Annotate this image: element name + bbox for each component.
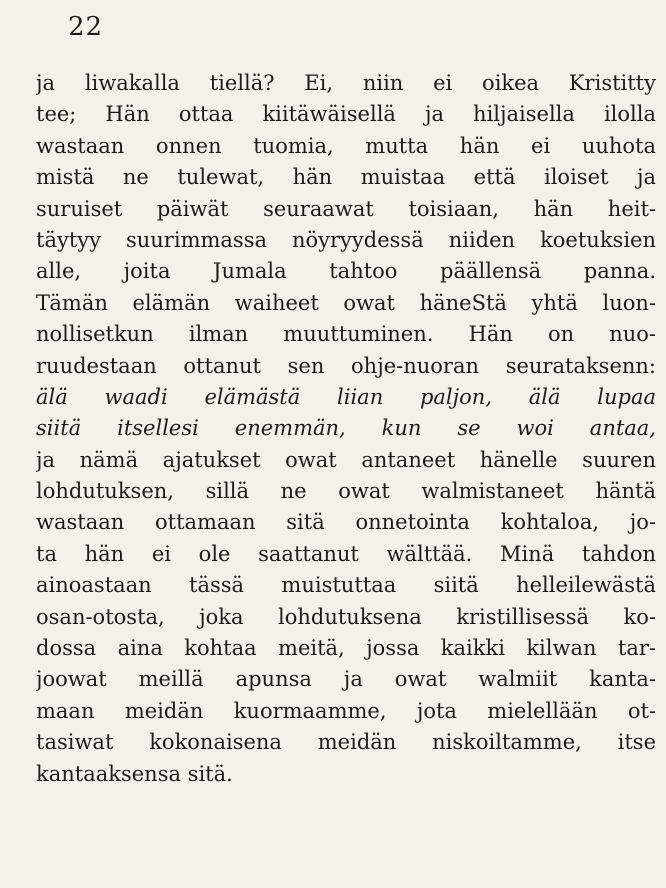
text-line: täytyy suurimmassa nöyryydessä niiden koetuksien [36,227,656,252]
text-line: alle, joita Jumala tahtoo päällensä panna. [36,259,656,284]
body-text [36,68,656,790]
text-line: ja nämä ajatukset owat antaneet hänelle suuren [36,447,656,472]
text-line-italic: siitä itsellesi enemmän, kun se woi antaa, [36,416,656,441]
text-line: osan-otosta, joka lohdutuksena kristillisessä ko- [36,604,656,629]
text-line: ainoastaan tässä muistuttaa siitä helleilewästä [36,573,656,598]
text-line: ja liwakalla tiellä? Ei, niin ei oikea Kristitty [36,71,656,95]
text-line: dossa aina kohtaa meitä, jossa kaikki kilwan tar- [36,636,656,661]
text-line: nollisetkun ilman muuttuminen. Hän on nuo- [36,322,656,347]
text-line: suruiset päiwät seuraawat toisiaan, hän heit- [36,196,656,221]
text-line: ta hän ei ole saattanut wälttää. Minä tahdon [36,541,656,566]
text-line-last: kantaaksensa sitä. [36,761,233,786]
text-line: wastaan onnen tuomia, mutta hän ei uuhota [36,133,656,158]
text-line-italic: älä waadi elämästä liian paljon, älä lupaa [36,384,656,409]
text-line: maan meidän kuormaamme, jota mielellään ot- [36,698,656,723]
text-line: wastaan ottamaan sitä onnetointa kohtaloa, jo- [36,510,656,535]
text-line: tasiwat kokonaisena meidän niskoiltamme, itse [36,730,656,755]
text-line: Tämän elämän waiheet owat häneStä yhtä luon- [36,290,656,315]
text-line: mistä ne tulewat, hän muistaa että iloiset ja [36,165,656,190]
text-line: ruudestaan ottanut sen ohje-nuoran seurataksenn: [36,353,656,378]
page-number: 22 [68,12,104,42]
text-line: joowat meillä apunsa ja owat walmiit kanta- [36,667,656,692]
text-line: tee; Hän ottaa kiitäwäisellä ja hiljaisella ilolla [36,102,656,127]
text-line: lohdutuksen, sillä ne owat walmistaneet häntä [36,479,656,504]
